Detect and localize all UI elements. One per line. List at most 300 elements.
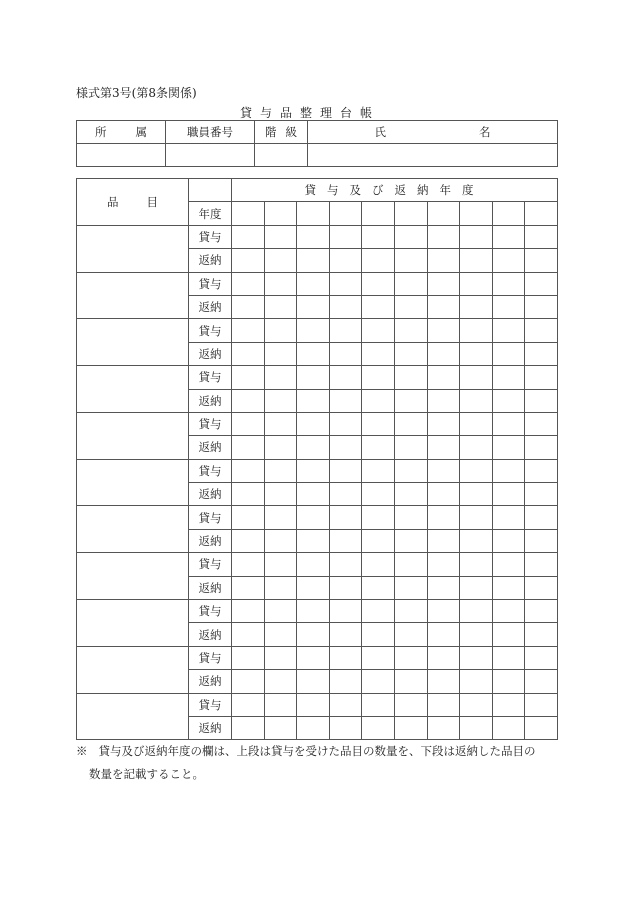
loan-quantity-cell[interactable] [264,600,297,623]
return-quantity-cell[interactable] [427,716,460,739]
return-quantity-cell[interactable] [297,295,330,318]
year-cell[interactable] [329,202,362,225]
loan-label: 貸与 [189,553,232,576]
grade-header-char: 級 [285,125,297,139]
name-field[interactable] [308,144,558,167]
loan-quantity-cell[interactable] [492,459,525,482]
return-quantity-cell[interactable] [427,483,460,506]
loan-quantity-cell[interactable] [329,506,362,529]
employee-value-row [77,144,558,167]
return-quantity-cell[interactable] [264,342,297,365]
year-cell[interactable] [525,202,558,225]
loan-quantity-cell[interactable] [362,506,395,529]
loan-quantity-cell[interactable] [329,366,362,389]
years-header: 貸与及び返納年度 [232,179,558,202]
return-quantity-cell[interactable] [492,576,525,599]
year-cell[interactable] [362,202,395,225]
return-quantity-cell[interactable] [427,389,460,412]
loan-quantity-cell[interactable] [297,225,330,248]
return-label: 返納 [189,623,232,646]
return-quantity-cell[interactable] [427,529,460,552]
loan-label: 貸与 [189,693,232,716]
loan-quantity-cell[interactable] [297,646,330,669]
year-label: 年度 [189,202,232,225]
return-quantity-cell[interactable] [394,436,427,459]
year-cell[interactable] [427,202,460,225]
return-quantity-cell[interactable] [427,436,460,459]
return-quantity-cell[interactable] [297,529,330,552]
loan-quantity-cell[interactable] [297,319,330,342]
loan-row [77,412,558,435]
return-label: 返納 [189,576,232,599]
loan-quantity-cell[interactable] [297,693,330,716]
loan-quantity-cell[interactable] [232,225,265,248]
return-quantity-cell[interactable] [232,295,265,318]
item-name-cell[interactable] [77,319,189,366]
loan-label: 貸与 [189,646,232,669]
loan-quantity-cell[interactable] [460,366,493,389]
footnote-line-2: 数量を記載すること。 [89,767,204,781]
return-quantity-cell[interactable] [492,389,525,412]
loan-quantity-cell[interactable] [264,693,297,716]
year-cell[interactable] [232,202,265,225]
loan-quantity-cell[interactable] [394,646,427,669]
affiliation-header [77,121,166,144]
item-name-cell[interactable] [77,459,189,506]
return-quantity-cell[interactable] [329,295,362,318]
loan-quantity-cell[interactable] [427,600,460,623]
return-quantity-cell[interactable] [460,670,493,693]
return-quantity-cell[interactable] [492,670,525,693]
loan-quantity-cell[interactable] [394,459,427,482]
return-quantity-cell[interactable] [264,436,297,459]
loan-quantity-cell[interactable] [460,412,493,435]
loan-quantity-cell[interactable] [329,225,362,248]
return-quantity-cell[interactable] [460,295,493,318]
loan-quantity-cell[interactable] [394,693,427,716]
loan-quantity-cell[interactable] [460,319,493,342]
return-quantity-cell[interactable] [264,249,297,272]
loan-quantity-cell[interactable] [427,506,460,529]
return-quantity-cell[interactable] [394,389,427,412]
loan-quantity-cell[interactable] [362,366,395,389]
affiliation-header-char: 所 [95,125,107,139]
footnote [76,740,566,786]
loan-quantity-cell[interactable] [329,272,362,295]
loan-label: 貸与 [189,600,232,623]
loan-quantity-cell[interactable] [427,412,460,435]
return-quantity-cell[interactable] [525,483,558,506]
loan-quantity-cell[interactable] [394,319,427,342]
loan-quantity-cell[interactable] [297,272,330,295]
loan-quantity-cell[interactable] [329,600,362,623]
loan-quantity-cell[interactable] [362,646,395,669]
loan-row [77,459,558,482]
return-quantity-cell[interactable] [329,670,362,693]
loan-quantity-cell[interactable] [264,225,297,248]
item-name-cell[interactable] [77,506,189,553]
return-quantity-cell[interactable] [362,342,395,365]
loan-quantity-cell[interactable] [427,319,460,342]
return-quantity-cell[interactable] [264,529,297,552]
return-quantity-cell[interactable] [264,483,297,506]
loan-row [77,600,558,623]
return-quantity-cell[interactable] [394,249,427,272]
return-quantity-cell[interactable] [329,716,362,739]
return-quantity-cell[interactable] [427,670,460,693]
return-quantity-cell[interactable] [297,623,330,646]
form-number: 様式第3号(第8条関係) [76,86,197,100]
loan-row [77,693,558,716]
loan-quantity-cell[interactable] [362,319,395,342]
ledger-table [76,178,558,740]
return-quantity-cell[interactable] [264,389,297,412]
loan-quantity-cell[interactable] [492,412,525,435]
item-header-char: 目 [146,194,158,209]
loan-quantity-cell[interactable] [264,506,297,529]
loan-quantity-cell[interactable] [362,459,395,482]
return-quantity-cell[interactable] [492,295,525,318]
loan-quantity-cell[interactable] [525,693,558,716]
loan-label: 貸与 [189,506,232,529]
loan-label: 貸与 [189,412,232,435]
loan-quantity-cell[interactable] [525,646,558,669]
return-quantity-cell[interactable] [232,342,265,365]
loan-quantity-cell[interactable] [492,272,525,295]
return-quantity-cell[interactable] [492,342,525,365]
loan-quantity-cell[interactable] [232,319,265,342]
loan-quantity-cell[interactable] [362,600,395,623]
return-quantity-cell[interactable] [525,670,558,693]
return-quantity-cell[interactable] [297,483,330,506]
return-quantity-cell[interactable] [525,716,558,739]
return-quantity-cell[interactable] [394,342,427,365]
loan-quantity-cell[interactable] [264,272,297,295]
loan-quantity-cell[interactable] [427,693,460,716]
loan-quantity-cell[interactable] [264,459,297,482]
year-cell[interactable] [264,202,297,225]
loan-quantity-cell[interactable] [394,412,427,435]
loan-label: 貸与 [189,366,232,389]
return-quantity-cell[interactable] [362,576,395,599]
loan-quantity-cell[interactable] [460,272,493,295]
loan-quantity-cell[interactable] [427,272,460,295]
loan-row [77,646,558,669]
return-quantity-cell[interactable] [525,436,558,459]
return-quantity-cell[interactable] [394,670,427,693]
return-quantity-cell[interactable] [297,249,330,272]
return-quantity-cell[interactable] [492,529,525,552]
loan-quantity-cell[interactable] [525,459,558,482]
return-quantity-cell[interactable] [492,436,525,459]
return-quantity-cell[interactable] [460,483,493,506]
loan-quantity-cell[interactable] [329,646,362,669]
item-name-cell[interactable] [77,272,189,319]
return-quantity-cell[interactable] [329,342,362,365]
return-quantity-cell[interactable] [329,249,362,272]
name-header-char: 氏 [374,125,386,139]
return-quantity-cell[interactable] [427,249,460,272]
year-cell[interactable] [297,202,330,225]
loan-quantity-cell[interactable] [232,693,265,716]
return-quantity-cell[interactable] [525,295,558,318]
loan-quantity-cell[interactable] [492,553,525,576]
item-name-cell[interactable] [77,412,189,459]
loan-quantity-cell[interactable] [460,553,493,576]
item-header [77,179,189,226]
return-quantity-cell[interactable] [492,623,525,646]
employee-info-table [76,120,558,167]
item-name-cell[interactable] [77,553,189,600]
loan-quantity-cell[interactable] [460,225,493,248]
loan-quantity-cell[interactable] [232,646,265,669]
return-quantity-cell[interactable] [460,529,493,552]
return-quantity-cell[interactable] [525,623,558,646]
loan-quantity-cell[interactable] [525,225,558,248]
employee-number-field[interactable] [166,144,255,167]
return-quantity-cell[interactable] [232,576,265,599]
loan-quantity-cell[interactable] [264,646,297,669]
loan-quantity-cell[interactable] [525,506,558,529]
loan-row [77,553,558,576]
loan-quantity-cell[interactable] [460,459,493,482]
loan-quantity-cell[interactable] [394,553,427,576]
loan-quantity-cell[interactable] [362,693,395,716]
loan-quantity-cell[interactable] [394,366,427,389]
loan-quantity-cell[interactable] [297,459,330,482]
return-quantity-cell[interactable] [232,436,265,459]
loan-quantity-cell[interactable] [460,646,493,669]
return-quantity-cell[interactable] [232,623,265,646]
return-quantity-cell[interactable] [427,623,460,646]
loan-quantity-cell[interactable] [460,693,493,716]
loan-quantity-cell[interactable] [394,506,427,529]
return-quantity-cell[interactable] [460,716,493,739]
affiliation-field[interactable] [77,144,166,167]
return-quantity-cell[interactable] [329,436,362,459]
loan-quantity-cell[interactable] [264,553,297,576]
loan-quantity-cell[interactable] [362,272,395,295]
loan-quantity-cell[interactable] [297,412,330,435]
loan-quantity-cell[interactable] [329,459,362,482]
return-quantity-cell[interactable] [427,295,460,318]
name-header-char: 名 [479,125,491,139]
year-cell[interactable] [460,202,493,225]
return-quantity-cell[interactable] [297,436,330,459]
return-label: 返納 [189,670,232,693]
loan-quantity-cell[interactable] [232,553,265,576]
loan-quantity-cell[interactable] [492,366,525,389]
loan-quantity-cell[interactable] [232,506,265,529]
loan-quantity-cell[interactable] [297,366,330,389]
return-label: 返納 [189,389,232,412]
loan-quantity-cell[interactable] [525,272,558,295]
return-quantity-cell[interactable] [460,623,493,646]
return-quantity-cell[interactable] [297,670,330,693]
return-quantity-cell[interactable] [264,295,297,318]
return-quantity-cell[interactable] [297,389,330,412]
return-quantity-cell[interactable] [329,529,362,552]
loan-row [77,225,558,248]
loan-quantity-cell[interactable] [492,646,525,669]
return-label: 返納 [189,295,232,318]
loan-label: 貸与 [189,319,232,342]
loan-quantity-cell[interactable] [394,225,427,248]
return-label: 返納 [189,483,232,506]
return-quantity-cell[interactable] [427,342,460,365]
loan-quantity-cell[interactable] [525,553,558,576]
loan-quantity-cell[interactable] [525,319,558,342]
grade-header-char: 階 [265,125,277,139]
loan-quantity-cell[interactable] [394,272,427,295]
loan-quantity-cell[interactable] [427,225,460,248]
loan-quantity-cell[interactable] [297,600,330,623]
note-text-1: 貸与及び返納年度の欄は、上段は貸与を受けた品目の数量を、下段は返納した品目の [98,744,536,758]
return-quantity-cell[interactable] [232,670,265,693]
employee-number-header: 職員番号 [166,121,255,144]
loan-quantity-cell[interactable] [427,646,460,669]
loan-quantity-cell[interactable] [427,553,460,576]
loan-quantity-cell[interactable] [492,693,525,716]
return-quantity-cell[interactable] [232,249,265,272]
return-quantity-cell[interactable] [362,716,395,739]
item-name-cell[interactable] [77,225,189,272]
return-quantity-cell[interactable] [297,342,330,365]
return-quantity-cell[interactable] [362,529,395,552]
item-name-cell[interactable] [77,693,189,740]
return-quantity-cell[interactable] [460,389,493,412]
return-quantity-cell[interactable] [460,342,493,365]
return-quantity-cell[interactable] [362,436,395,459]
loan-quantity-cell[interactable] [264,319,297,342]
return-quantity-cell[interactable] [362,389,395,412]
return-quantity-cell[interactable] [329,576,362,599]
return-quantity-cell[interactable] [394,295,427,318]
return-quantity-cell[interactable] [264,716,297,739]
return-quantity-cell[interactable] [492,483,525,506]
loan-quantity-cell[interactable] [362,553,395,576]
loan-label: 貸与 [189,225,232,248]
loan-row [77,506,558,529]
loan-quantity-cell[interactable] [460,506,493,529]
return-quantity-cell[interactable] [394,716,427,739]
return-quantity-cell[interactable] [525,389,558,412]
loan-quantity-cell[interactable] [329,412,362,435]
return-quantity-cell[interactable] [460,436,493,459]
return-quantity-cell[interactable] [362,483,395,506]
note-mark: ※ [76,744,88,758]
loan-quantity-cell[interactable] [525,600,558,623]
return-quantity-cell[interactable] [492,716,525,739]
return-quantity-cell[interactable] [362,623,395,646]
return-quantity-cell[interactable] [362,249,395,272]
return-quantity-cell[interactable] [394,483,427,506]
return-quantity-cell[interactable] [525,249,558,272]
loan-quantity-cell[interactable] [427,459,460,482]
return-quantity-cell[interactable] [232,529,265,552]
return-quantity-cell[interactable] [460,249,493,272]
loan-quantity-cell[interactable] [492,600,525,623]
loan-quantity-cell[interactable] [232,366,265,389]
return-label: 返納 [189,529,232,552]
item-name-cell[interactable] [77,366,189,413]
loan-quantity-cell[interactable] [525,412,558,435]
loan-quantity-cell[interactable] [362,412,395,435]
return-quantity-cell[interactable] [232,389,265,412]
return-quantity-cell[interactable] [329,483,362,506]
type-header-blank [189,179,232,202]
item-name-cell[interactable] [77,600,189,647]
return-quantity-cell[interactable] [362,295,395,318]
loan-quantity-cell[interactable] [232,600,265,623]
loan-label: 貸与 [189,272,232,295]
loan-row [77,366,558,389]
return-quantity-cell[interactable] [329,623,362,646]
loan-quantity-cell[interactable] [394,600,427,623]
return-quantity-cell[interactable] [264,623,297,646]
return-quantity-cell[interactable] [232,483,265,506]
loan-row [77,319,558,342]
loan-quantity-cell[interactable] [525,366,558,389]
loan-quantity-cell[interactable] [460,600,493,623]
return-quantity-cell[interactable] [525,576,558,599]
year-cell[interactable] [492,202,525,225]
loan-quantity-cell[interactable] [492,319,525,342]
loan-quantity-cell[interactable] [232,272,265,295]
return-label: 返納 [189,342,232,365]
return-quantity-cell[interactable] [362,670,395,693]
loan-quantity-cell[interactable] [427,366,460,389]
loan-row [77,272,558,295]
return-quantity-cell[interactable] [264,576,297,599]
loan-quantity-cell[interactable] [264,412,297,435]
loan-quantity-cell[interactable] [329,553,362,576]
loan-quantity-cell[interactable] [492,225,525,248]
document-title: 貸与品整理台帳 [240,106,381,120]
year-cell[interactable] [394,202,427,225]
return-label: 返納 [189,249,232,272]
loan-quantity-cell[interactable] [492,506,525,529]
loan-quantity-cell[interactable] [297,553,330,576]
loan-quantity-cell[interactable] [362,225,395,248]
return-quantity-cell[interactable] [297,716,330,739]
return-quantity-cell[interactable] [329,389,362,412]
item-name-cell[interactable] [77,646,189,693]
return-quantity-cell[interactable] [492,249,525,272]
name-header [308,121,558,144]
loan-label: 貸与 [189,459,232,482]
loan-quantity-cell[interactable] [329,693,362,716]
loan-quantity-cell[interactable] [329,319,362,342]
return-quantity-cell[interactable] [394,576,427,599]
return-quantity-cell[interactable] [460,576,493,599]
loan-quantity-cell[interactable] [232,459,265,482]
loan-quantity-cell[interactable] [232,412,265,435]
return-quantity-cell[interactable] [232,716,265,739]
return-label: 返納 [189,436,232,459]
return-quantity-cell[interactable] [297,576,330,599]
return-quantity-cell[interactable] [394,529,427,552]
return-quantity-cell[interactable] [264,670,297,693]
affiliation-header-char: 属 [135,125,147,139]
grade-field[interactable] [255,144,308,167]
return-quantity-cell[interactable] [394,623,427,646]
loan-quantity-cell[interactable] [297,506,330,529]
return-quantity-cell[interactable] [525,342,558,365]
loan-quantity-cell[interactable] [264,366,297,389]
return-quantity-cell[interactable] [427,576,460,599]
return-quantity-cell[interactable] [525,529,558,552]
